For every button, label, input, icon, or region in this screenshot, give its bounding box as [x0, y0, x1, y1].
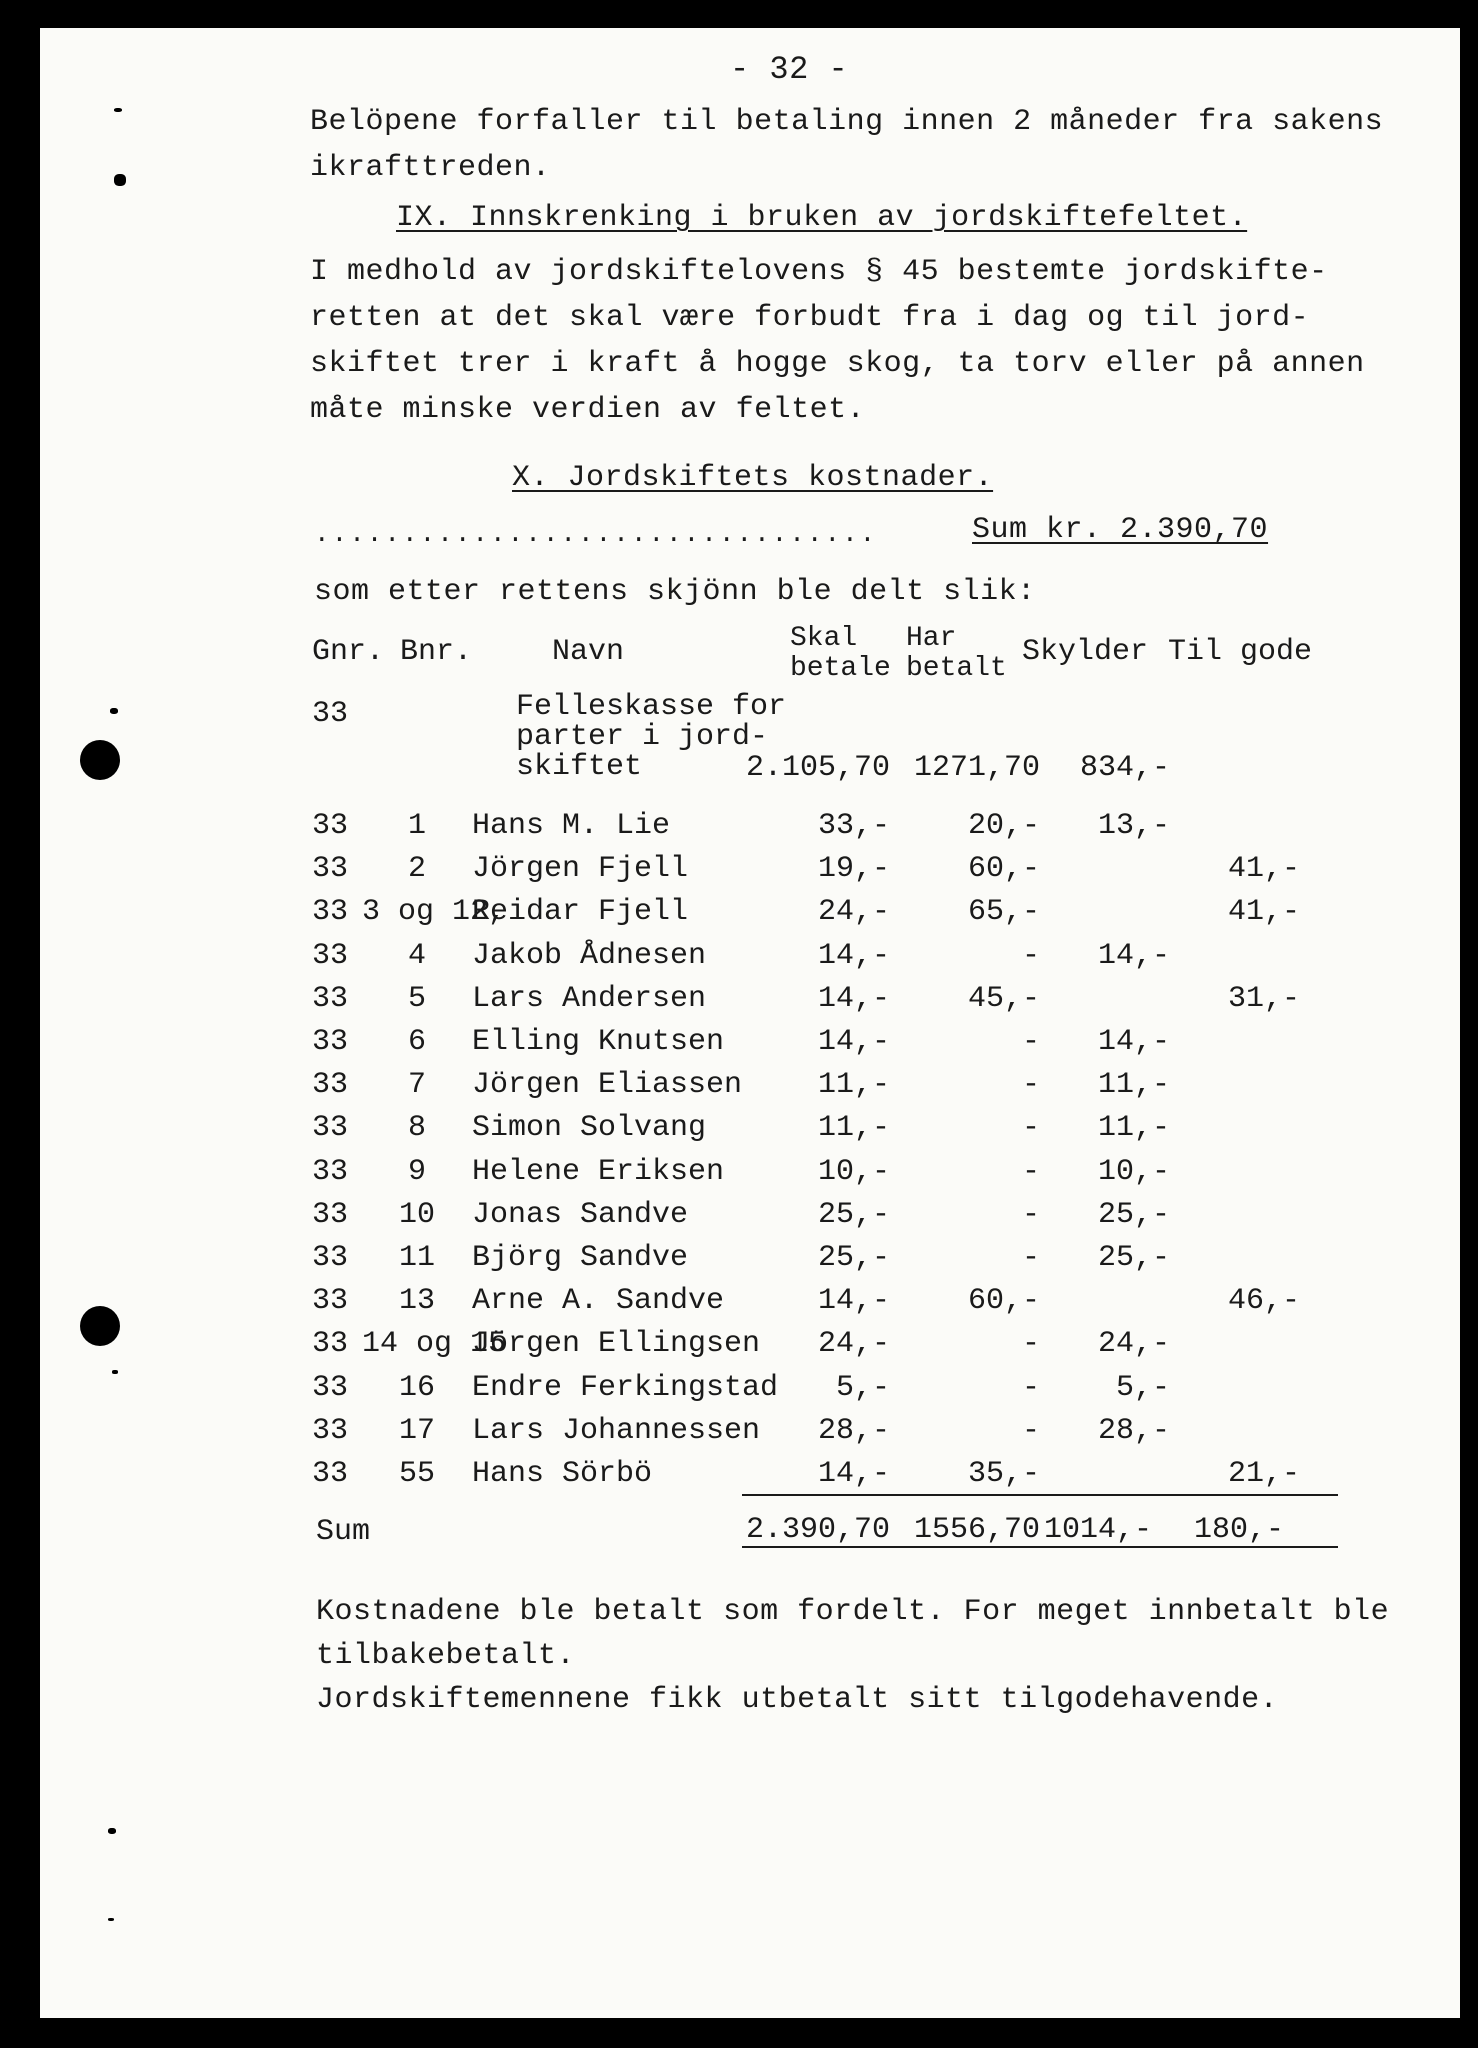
row-skal: 14,-	[817, 1284, 890, 1318]
split-intro: som etter rettens skjönn ble delt slik:	[314, 575, 1036, 609]
row-navn: Endre Ferkingstad	[472, 1371, 779, 1405]
row-bnr: 5	[407, 982, 426, 1016]
row-gnr: 33	[312, 1414, 349, 1448]
row-skal: 19,-	[817, 852, 890, 886]
sum-label: Sum	[316, 1515, 371, 1549]
closing-line: Jordskiftemennene fikk utbetalt sitt tilgodehavende.	[316, 1683, 1279, 1717]
row-navn: Hans M. Lie	[472, 809, 671, 843]
row-bnr: 11	[398, 1241, 435, 1275]
row-har: -	[1021, 1414, 1040, 1448]
row-har: -	[1021, 1198, 1040, 1232]
row-skylder: 11,-	[1097, 1111, 1170, 1145]
row-navn: Jonas Sandve	[472, 1198, 689, 1232]
margin-speck	[112, 1370, 118, 1374]
row-navn: Lars Andersen	[472, 982, 707, 1016]
col-header-skal: Skal	[790, 623, 858, 654]
row-navn: Helene Eriksen	[472, 1155, 725, 1189]
row-navn: Hans Sörbö	[472, 1457, 653, 1491]
row-skal: 33,-	[817, 809, 890, 843]
col-header-har: Har	[906, 623, 957, 654]
row-har: 65,-	[967, 895, 1040, 929]
row-skylder: 25,-	[1097, 1198, 1170, 1232]
row-bnr: 7	[407, 1068, 426, 1102]
row-skylder: 14,-	[1097, 1025, 1170, 1059]
intro-line: Belöpene forfaller til betaling innen 2 måneder fra sakens	[310, 105, 1384, 139]
row-gnr: 33	[312, 939, 349, 973]
row-skylder: 25,-	[1097, 1241, 1170, 1275]
col-header-navn: Navn	[552, 635, 625, 669]
row-navn: Arne A. Sandve	[472, 1284, 725, 1318]
row-skal: 14,-	[817, 1457, 890, 1491]
col-header-bnr: Bnr.	[400, 635, 473, 669]
row-skylder: 11,-	[1097, 1068, 1170, 1102]
margin-speck	[110, 708, 118, 714]
punch-hole	[80, 740, 120, 780]
row-gnr: 33	[312, 1025, 349, 1059]
row-bnr: 14 og 15	[362, 1327, 507, 1361]
row-skal: 25,-	[817, 1198, 890, 1232]
row-bnr: 6	[407, 1025, 426, 1059]
row-navn: Lars Johannessen	[472, 1414, 761, 1448]
row-skal: 24,-	[817, 1327, 890, 1361]
felles-skylder: 834,-	[1080, 751, 1171, 785]
row-navn: Jörgen Ellingsen	[472, 1327, 761, 1361]
row-skal: 25,-	[817, 1241, 890, 1275]
row-tilgode: 21,-	[1227, 1457, 1300, 1491]
row-skal: 24,-	[817, 895, 890, 929]
row-gnr: 33	[312, 1198, 349, 1232]
row-tilgode: 31,-	[1227, 982, 1300, 1016]
row-bnr: 1	[407, 809, 426, 843]
closing-line: tilbakebetalt.	[316, 1639, 576, 1673]
row-skylder: 5,-	[1115, 1371, 1170, 1405]
row-har: -	[1021, 1068, 1040, 1102]
row-bnr: 17	[398, 1414, 435, 1448]
row-bnr: 9	[407, 1155, 426, 1189]
row-har: 45,-	[967, 982, 1040, 1016]
row-bnr: 10	[398, 1198, 435, 1232]
sum-rule	[742, 1546, 1338, 1548]
margin-speck	[114, 108, 122, 112]
col-header-skylder: Skylder	[1022, 635, 1149, 669]
felles-navn: parter i jord-	[516, 720, 769, 754]
row-har: -	[1021, 1327, 1040, 1361]
row-navn: Jörgen Fjell	[472, 852, 689, 886]
row-har: -	[1021, 1111, 1040, 1145]
row-tilgode: 46,-	[1227, 1284, 1300, 1318]
felles-skal: 2.105,70	[745, 751, 890, 785]
row-navn: Reidar Fjell	[472, 895, 689, 929]
dotted-leader: ................................	[314, 519, 878, 549]
row-skal: 14,-	[817, 982, 890, 1016]
row-gnr: 33	[312, 1241, 349, 1275]
col-header-gnr: Gnr.	[312, 635, 385, 669]
row-gnr: 33	[312, 1371, 349, 1405]
row-skal: 14,-	[817, 1025, 890, 1059]
row-har: -	[1021, 939, 1040, 973]
row-gnr: 33	[312, 809, 349, 843]
row-gnr: 33	[312, 1111, 349, 1145]
row-gnr: 33	[312, 982, 349, 1016]
row-har: -	[1021, 1371, 1040, 1405]
row-skal: 28,-	[817, 1414, 890, 1448]
row-skylder: 10,-	[1097, 1155, 1170, 1189]
row-gnr: 33	[312, 1327, 349, 1361]
row-skal: 5,-	[835, 1371, 890, 1405]
row-tilgode: 41,-	[1227, 852, 1300, 886]
sum-har: 1556,70	[913, 1513, 1040, 1547]
paragraph-line: I medhold av jordskiftelovens § 45 bestemte jordskifte-	[310, 255, 1328, 289]
row-skylder: 13,-	[1097, 809, 1170, 843]
row-har: -	[1021, 1155, 1040, 1189]
row-skal: 11,-	[817, 1068, 890, 1102]
row-gnr: 33	[312, 895, 349, 929]
row-har: -	[1021, 1025, 1040, 1059]
col-header-skal: betale	[790, 653, 891, 684]
row-gnr: 33	[312, 852, 349, 886]
sum-tilgode: 180,-	[1194, 1513, 1285, 1547]
paragraph-line: måte minske verdien av feltet.	[310, 393, 866, 427]
row-skal: 11,-	[817, 1111, 890, 1145]
row-har: 20,-	[967, 809, 1040, 843]
row-navn: Elling Knutsen	[472, 1025, 725, 1059]
row-har: 35,-	[967, 1457, 1040, 1491]
row-bnr: 55	[398, 1457, 435, 1491]
row-skylder: 14,-	[1097, 939, 1170, 973]
row-bnr: 8	[407, 1111, 426, 1145]
page-number: - 32 -	[730, 51, 849, 88]
paragraph-line: skiftet trer i kraft å hogge skog, ta torv eller på annen	[310, 347, 1365, 381]
section-heading: IX. Innskrenking i bruken av jordskiftefeltet.	[396, 201, 1248, 235]
row-navn: Jörgen Eliassen	[472, 1068, 743, 1102]
intro-line: ikrafttreden.	[310, 151, 551, 185]
sum-skylder: 1014,-	[1044, 1513, 1153, 1547]
felles-navn: skiftet	[516, 750, 643, 784]
row-skal: 14,-	[817, 939, 890, 973]
felles-navn: Felleskasse for	[516, 690, 787, 724]
row-tilgode: 41,-	[1227, 895, 1300, 929]
row-navn: Simon Solvang	[472, 1111, 707, 1145]
row-gnr: 33	[312, 1284, 349, 1318]
closing-line: Kostnadene ble betalt som fordelt. For meget innbetalt ble	[316, 1595, 1390, 1629]
row-bnr: 13	[398, 1284, 435, 1318]
col-header-tilgode: Til gode	[1168, 635, 1313, 669]
row-skylder: 24,-	[1097, 1327, 1170, 1361]
document-page	[40, 28, 1460, 2018]
row-har: 60,-	[967, 1284, 1040, 1318]
row-bnr: 3 og 12,	[362, 895, 507, 929]
felles-har: 1271,70	[913, 751, 1040, 785]
row-bnr: 16	[398, 1371, 435, 1405]
row-skal: 10,-	[817, 1155, 890, 1189]
row-navn: Björg Sandve	[472, 1241, 689, 1275]
row-skylder: 28,-	[1097, 1414, 1170, 1448]
felles-gnr: 33	[312, 697, 349, 731]
col-header-har: betalt	[906, 653, 1007, 684]
row-gnr: 33	[312, 1068, 349, 1102]
paragraph-line: retten at det skal være forbudt fra i dag og til jord-	[310, 301, 1310, 335]
row-bnr: 2	[407, 852, 426, 886]
row-har: -	[1021, 1241, 1040, 1275]
row-bnr: 4	[407, 939, 426, 973]
sum-rule	[742, 1494, 1338, 1496]
sum-total: Sum kr. 2.390,70	[972, 513, 1269, 547]
section-heading: X. Jordskiftets kostnader.	[512, 461, 994, 495]
row-navn: Jakob Ådnesen	[472, 939, 707, 973]
margin-speck	[108, 1918, 114, 1921]
row-gnr: 33	[312, 1457, 349, 1491]
punch-hole	[80, 1306, 120, 1346]
row-har: 60,-	[967, 852, 1040, 886]
margin-speck	[114, 174, 126, 186]
margin-speck	[108, 1828, 116, 1834]
row-gnr: 33	[312, 1155, 349, 1189]
sum-skal: 2.390,70	[745, 1513, 890, 1547]
